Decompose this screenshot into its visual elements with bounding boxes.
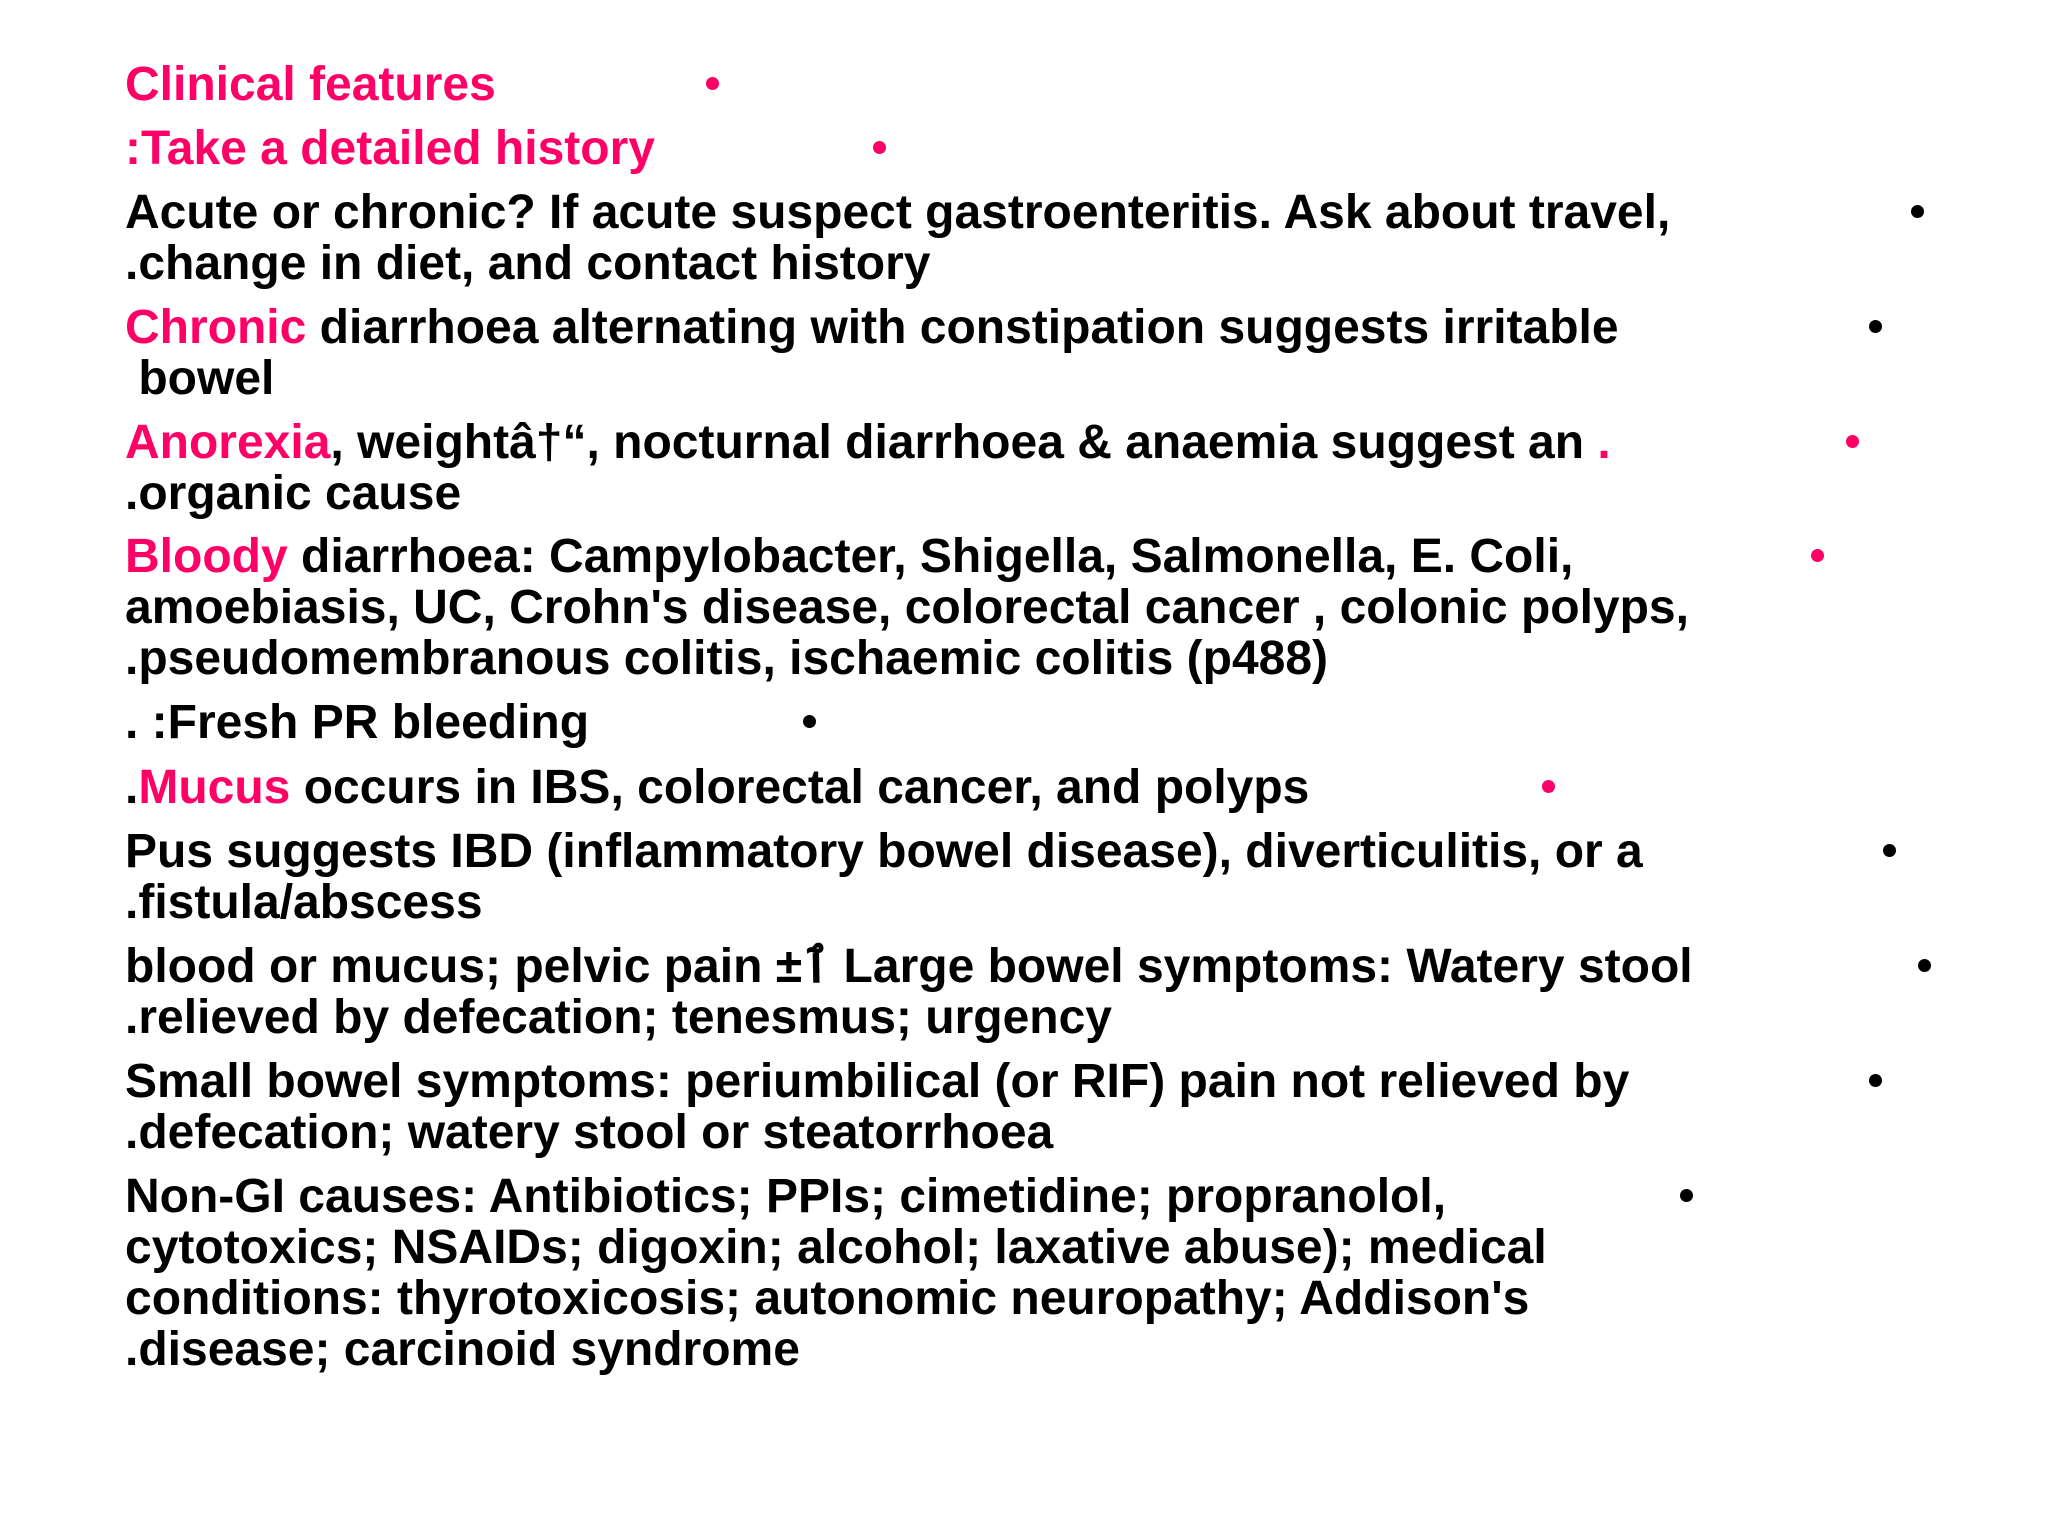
text-segment: .relieved by defecation; tenesmus; urgency: [125, 991, 1112, 1044]
text-line: [125, 877, 1643, 928]
text-segment: blood or mucus; pelvic pain ±ٱ Large bowel symptoms: Watery stool: [125, 940, 1693, 993]
text-line: [125, 1056, 1629, 1107]
text-line: [125, 468, 1611, 519]
bullet-dot-icon: [1542, 780, 1555, 793]
text-line: [125, 762, 1309, 813]
text-segment: :Take a detailed history: [125, 122, 655, 175]
bullet-dot-icon: [1869, 1074, 1882, 1087]
text-line: [125, 59, 496, 110]
bullet-item-bloody-diarrhoea: [125, 531, 1689, 684]
text-line: [125, 1222, 1547, 1273]
text-line: [125, 1273, 1547, 1324]
text-segment: Pus suggests IBD (inflammatory bowel disease), diverticulitis, or a: [125, 825, 1643, 878]
text-segment: cytotoxics; NSAIDs; digoxin; alcohol; laxative abuse); medical: [125, 1221, 1547, 1274]
bullet-dot-icon: [1680, 1189, 1693, 1202]
bullet-item-pus: [125, 826, 1643, 928]
text-segment: Clinical features: [125, 58, 496, 111]
text-segment: bowel: [125, 352, 275, 405]
bullet-item-small-bowel: [125, 1056, 1629, 1158]
text-segment: .defecation; watery stool or steatorrhoea: [125, 1106, 1054, 1159]
text-line: [125, 123, 655, 174]
bullet-item-chronic-diarrhoea: [125, 302, 1619, 404]
bullet-item-anorexia: [125, 417, 1611, 519]
text-segment: .pseudomembranous colitis, ischaemic colitis (p488): [125, 632, 1329, 685]
text-segment: .: [1597, 416, 1611, 469]
text-line: [125, 941, 1693, 992]
text-line: [125, 826, 1643, 877]
bullet-item-large-bowel: [125, 941, 1693, 1043]
text-segment: Chronic: [125, 301, 307, 354]
text-segment: Anorexia: [125, 416, 331, 469]
text-line: [125, 302, 1619, 353]
text-segment: diarrhoea alternating with constipation suggests irritable: [306, 301, 1619, 354]
text-segment: conditions: thyrotoxicosis; autonomic neuropathy; Addison's: [125, 1272, 1530, 1325]
text-segment: .disease; carcinoid syndrome: [125, 1323, 800, 1376]
text-segment: . :Fresh PR bleeding: [125, 696, 590, 749]
text-line: [125, 417, 1611, 468]
bullet-dot-icon: [1883, 844, 1896, 857]
bullet-item-fresh-pr-bleeding: [125, 697, 589, 748]
bullet-item-acute-chronic: [125, 187, 1670, 289]
bullet-item-non-gi-causes: [125, 1171, 1547, 1375]
bullet-dot-icon: [1811, 549, 1824, 562]
text-line: [125, 697, 589, 748]
text-segment: Bloody: [125, 530, 288, 583]
text-segment: .fistula/abscess: [125, 876, 483, 929]
text-segment: .: [125, 761, 139, 814]
bullet-item-mucus: [125, 762, 1309, 813]
text-segment: diarrhoea: Campylobacter, Shigella, Salmonella, E. Coli,: [287, 530, 1574, 583]
text-line: [125, 238, 1670, 289]
bullet-dot-icon: [1911, 205, 1924, 218]
bullet-dot-icon: [1869, 320, 1882, 333]
bullet-dot-icon: [1846, 435, 1859, 448]
text-line: [125, 1324, 1547, 1375]
text-segment: Non-GI causes: Antibiotics; PPIs; cimetidine; propranolol,: [125, 1170, 1447, 1223]
text-segment: .organic cause: [125, 467, 462, 520]
text-segment: , weightâ†“, nocturnal diarrhoea & anaemia suggest an: [330, 416, 1598, 469]
text-line: [125, 633, 1689, 684]
text-segment: amoebiasis, UC, Crohn's disease, colorectal cancer , colonic polyps,: [125, 581, 1689, 634]
text-line: [125, 187, 1670, 238]
bullet-dot-icon: [1918, 959, 1931, 972]
text-line: [125, 353, 1619, 404]
bullet-dot-icon: [706, 77, 719, 90]
text-line: [125, 531, 1689, 582]
bullet-dot-icon: [803, 715, 816, 728]
text-segment: .change in diet, and contact history: [125, 237, 931, 290]
text-segment: Acute or chronic? If acute suspect gastroenteritis. Ask about travel,: [125, 186, 1671, 239]
text-line: [125, 1171, 1547, 1222]
text-line: [125, 1107, 1629, 1158]
text-segment: Mucus: [138, 761, 291, 814]
bullet-dot-icon: [873, 141, 886, 154]
text-line: [125, 582, 1689, 633]
bullet-item-clinical-features: [125, 59, 496, 110]
text-segment: occurs in IBS, colorectal cancer, and polyps: [290, 761, 1310, 814]
bullet-item-detailed-history: [125, 123, 655, 174]
text-line: [125, 992, 1693, 1043]
text-segment: Small bowel symptoms: periumbilical (or RIF) pain not relieved by: [125, 1055, 1630, 1108]
